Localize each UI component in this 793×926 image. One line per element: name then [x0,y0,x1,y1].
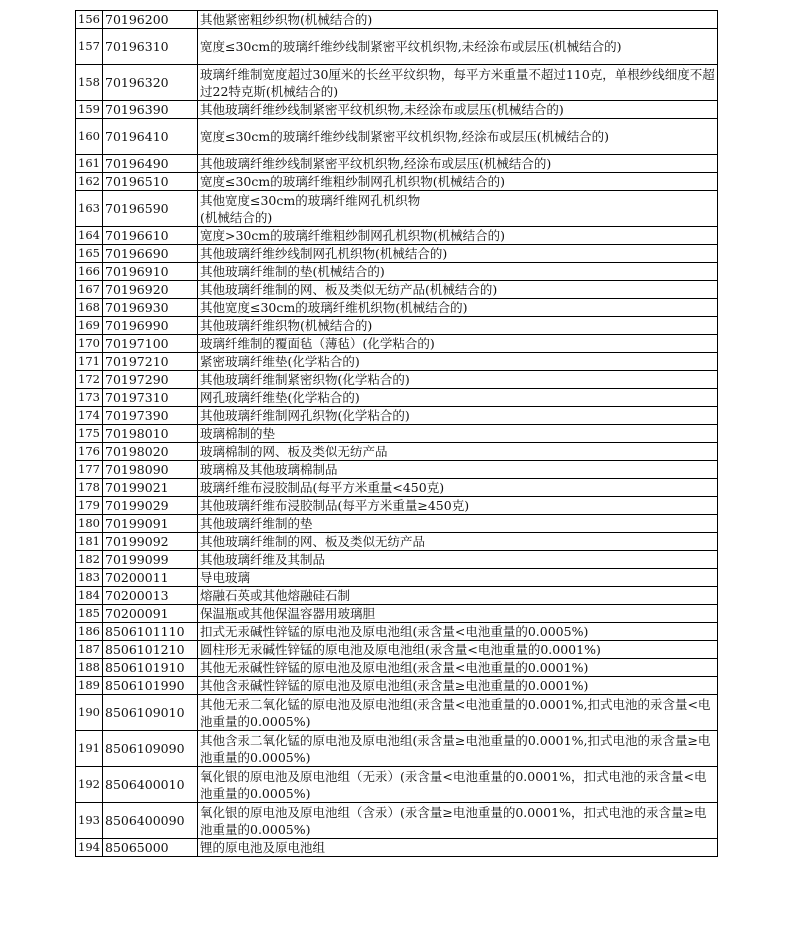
description-cell: 网孔玻璃纤维垫(化学粘合的) [198,389,718,407]
table-row [76,281,718,299]
row-index-cell: 175 [76,425,103,443]
description-cell: 宽度≤30cm的玻璃纤维纱线制紧密平纹机织物,经涂布或层压(机械结合的) [198,119,718,155]
row-index-cell: 180 [76,515,103,533]
row-index-cell: 156 [76,11,103,29]
hs-code-cell: 70199092 [103,533,198,551]
description-cell: 其他宽度≤30cm的玻璃纤维网孔机织物 (机械结合的) [198,191,718,227]
hs-code-cell: 70199021 [103,479,198,497]
table-row [76,515,718,533]
hs-code-cell: 70196610 [103,227,198,245]
hs-code-cell: 70196490 [103,155,198,173]
description-cell: 其他玻璃纤维制紧密织物(化学粘合的) [198,371,718,389]
description-cell: 其他玻璃纤维纱线制紧密平纹机织物,未经涂布或层压(机械结合的) [198,101,718,119]
table-row [76,173,718,191]
hs-code-cell: 70197390 [103,407,198,425]
description-cell: 玻璃棉及其他玻璃棉制品 [198,461,718,479]
row-index-cell: 189 [76,677,103,695]
row-index-cell: 160 [76,119,103,155]
description-cell: 熔融石英或其他熔融硅石制 [198,587,718,605]
description-cell: 宽度>30cm的玻璃纤维粗纱制网孔机织物(机械结合的) [198,227,718,245]
hs-code-cell: 8506101110 [103,623,198,641]
hs-code-cell: 70200091 [103,605,198,623]
row-index-cell: 167 [76,281,103,299]
table-row [76,569,718,587]
description-cell: 其他玻璃纤维纱线制紧密平纹机织物,经涂布或层压(机械结合的) [198,155,718,173]
hs-code-cell: 70198090 [103,461,198,479]
hs-code-cell: 70200011 [103,569,198,587]
table-row [76,695,718,731]
description-cell: 宽度≤30cm的玻璃纤维纱线制紧密平纹机织物,未经涂布或层压(机械结合的) [198,29,718,65]
row-index-cell: 162 [76,173,103,191]
table-row [76,605,718,623]
description-cell: 玻璃纤维布浸胶制品(每平方米重量<450克) [198,479,718,497]
description-cell: 其他无汞碱性锌锰的原电池及原电池组(汞含量<电池重量的0.0001%) [198,659,718,677]
description-cell: 其他玻璃纤维及其制品 [198,551,718,569]
hs-code-cell: 70196920 [103,281,198,299]
description-cell: 导电玻璃 [198,569,718,587]
row-index-cell: 169 [76,317,103,335]
row-index-cell: 193 [76,803,103,839]
hs-code-cell: 70196410 [103,119,198,155]
hs-code-cell: 70196200 [103,11,198,29]
description-cell: 其他玻璃纤维制网孔织物(化学粘合的) [198,407,718,425]
hs-code-cell: 8506101910 [103,659,198,677]
table-row [76,659,718,677]
table-row [76,461,718,479]
row-index-cell: 181 [76,533,103,551]
hs-code-cell: 70198020 [103,443,198,461]
table-row [76,443,718,461]
table-row [76,533,718,551]
table-row [76,191,718,227]
row-index-cell: 166 [76,263,103,281]
row-index-cell: 192 [76,767,103,803]
table-row [76,65,718,101]
hs-code-cell: 70197210 [103,353,198,371]
row-index-cell: 183 [76,569,103,587]
description-cell: 其他玻璃纤维制的网、板及类似无纺产品(机械结合的) [198,281,718,299]
description-cell: 保温瓶或其他保温容器用玻璃胆 [198,605,718,623]
row-index-cell: 170 [76,335,103,353]
table-row [76,839,718,857]
row-index-cell: 171 [76,353,103,371]
description-cell: 其他玻璃纤维制的垫 [198,515,718,533]
hs-code-cell: 70196690 [103,245,198,263]
description-cell: 其他宽度≤30cm的玻璃纤维机织物(机械结合的) [198,299,718,317]
hs-code-cell: 70199099 [103,551,198,569]
table-row [76,29,718,65]
table-row [76,101,718,119]
description-cell: 紧密玻璃纤维垫(化学粘合的) [198,353,718,371]
description-cell: 其他玻璃纤维制的网、板及类似无纺产品 [198,533,718,551]
row-index-cell: 186 [76,623,103,641]
description-cell: 氧化银的原电池及原电池组（无汞）(汞含量<电池重量的0.0001%，扣式电池的汞含量<电池重量的0.0005%) [198,767,718,803]
row-index-cell: 158 [76,65,103,101]
table-row [76,353,718,371]
table-row [76,803,718,839]
row-index-cell: 173 [76,389,103,407]
description-cell: 扣式无汞碱性锌锰的原电池及原电池组(汞含量<电池重量的0.0005%) [198,623,718,641]
row-index-cell: 182 [76,551,103,569]
table-row [76,335,718,353]
description-cell: 其他含汞二氧化锰的原电池及原电池组(汞含量≥电池重量的0.0001%,扣式电池的汞含量≥电池重量的0.0005%) [198,731,718,767]
hs-code-cell: 70197290 [103,371,198,389]
row-index-cell: 176 [76,443,103,461]
description-cell: 玻璃纤维制宽度超过30厘米的长丝平纹织物，每平方米重量不超过110克，单根纱线细度不超过22特克斯(机械结合的) [198,65,718,101]
row-index-cell: 188 [76,659,103,677]
table-row [76,767,718,803]
description-cell: 其他无汞二氧化锰的原电池及原电池组(汞含量<电池重量的0.0001%,扣式电池的汞含量<电池重量的0.0005%) [198,695,718,731]
description-cell: 玻璃棉制的网、板及类似无纺产品 [198,443,718,461]
table-row [76,641,718,659]
row-index-cell: 164 [76,227,103,245]
table-row [76,479,718,497]
hs-code-cell: 70196320 [103,65,198,101]
table-row [76,317,718,335]
description-cell: 氧化银的原电池及原电池组（含汞）(汞含量≥电池重量的0.0001%，扣式电池的汞含量≥电池重量的0.0005%) [198,803,718,839]
hs-code-cell: 70199029 [103,497,198,515]
hs-code-cell: 70196930 [103,299,198,317]
row-index-cell: 165 [76,245,103,263]
hs-code-cell: 70197310 [103,389,198,407]
row-index-cell: 172 [76,371,103,389]
table-row [76,551,718,569]
table-row [76,677,718,695]
description-cell: 玻璃纤维制的覆面毡（薄毡）(化学粘合的) [198,335,718,353]
row-index-cell: 174 [76,407,103,425]
description-cell: 其他紧密粗纱织物(机械结合的) [198,11,718,29]
hs-code-cell: 8506400090 [103,803,198,839]
description-cell: 锂的原电池及原电池组 [198,839,718,857]
table-row [76,11,718,29]
row-index-cell: 187 [76,641,103,659]
table-row [76,731,718,767]
row-index-cell: 159 [76,101,103,119]
row-index-cell: 190 [76,695,103,731]
table-row [76,587,718,605]
row-index-cell: 178 [76,479,103,497]
hs-code-cell: 70197100 [103,335,198,353]
table-row [76,299,718,317]
hs-code-cell: 85065000 [103,839,198,857]
hs-code-cell: 8506109010 [103,695,198,731]
table-row [76,119,718,155]
row-index-cell: 168 [76,299,103,317]
description-cell: 其他玻璃纤维纱线制网孔机织物(机械结合的) [198,245,718,263]
hs-code-cell: 70196390 [103,101,198,119]
hs-code-cell: 8506109090 [103,731,198,767]
description-cell: 玻璃棉制的垫 [198,425,718,443]
table-row [76,389,718,407]
table-row [76,155,718,173]
description-cell: 宽度≤30cm的玻璃纤维粗纱制网孔机织物(机械结合的) [198,173,718,191]
row-index-cell: 184 [76,587,103,605]
table-row [76,371,718,389]
hs-code-cell: 70200013 [103,587,198,605]
table-row [76,623,718,641]
hs-code-cell: 70199091 [103,515,198,533]
hs-code-cell: 8506101990 [103,677,198,695]
hs-code-cell: 70196590 [103,191,198,227]
row-index-cell: 161 [76,155,103,173]
row-index-cell: 157 [76,29,103,65]
table-row [76,263,718,281]
table-row [76,425,718,443]
table-row [76,245,718,263]
row-index-cell: 194 [76,839,103,857]
table-row [76,407,718,425]
hs-code-cell: 8506400010 [103,767,198,803]
description-cell: 其他玻璃纤维布浸胶制品(每平方米重量≥450克) [198,497,718,515]
description-cell: 圆柱形无汞碱性锌锰的原电池及原电池组(汞含量<电池重量的0.0001%) [198,641,718,659]
product-code-table [75,10,718,857]
table-row [76,227,718,245]
hs-code-cell: 70196990 [103,317,198,335]
hs-code-cell: 70196310 [103,29,198,65]
description-cell: 其他含汞碱性锌锰的原电池及原电池组(汞含量≥电池重量的0.0001%) [198,677,718,695]
table-body [76,11,718,857]
description-cell: 其他玻璃纤维制的垫(机械结合的) [198,263,718,281]
hs-code-cell: 70198010 [103,425,198,443]
hs-code-cell: 70196910 [103,263,198,281]
row-index-cell: 179 [76,497,103,515]
row-index-cell: 185 [76,605,103,623]
hs-code-cell: 8506101210 [103,641,198,659]
table-row [76,497,718,515]
row-index-cell: 177 [76,461,103,479]
row-index-cell: 163 [76,191,103,227]
description-cell: 其他玻璃纤维织物(机械结合的) [198,317,718,335]
row-index-cell: 191 [76,731,103,767]
hs-code-cell: 70196510 [103,173,198,191]
